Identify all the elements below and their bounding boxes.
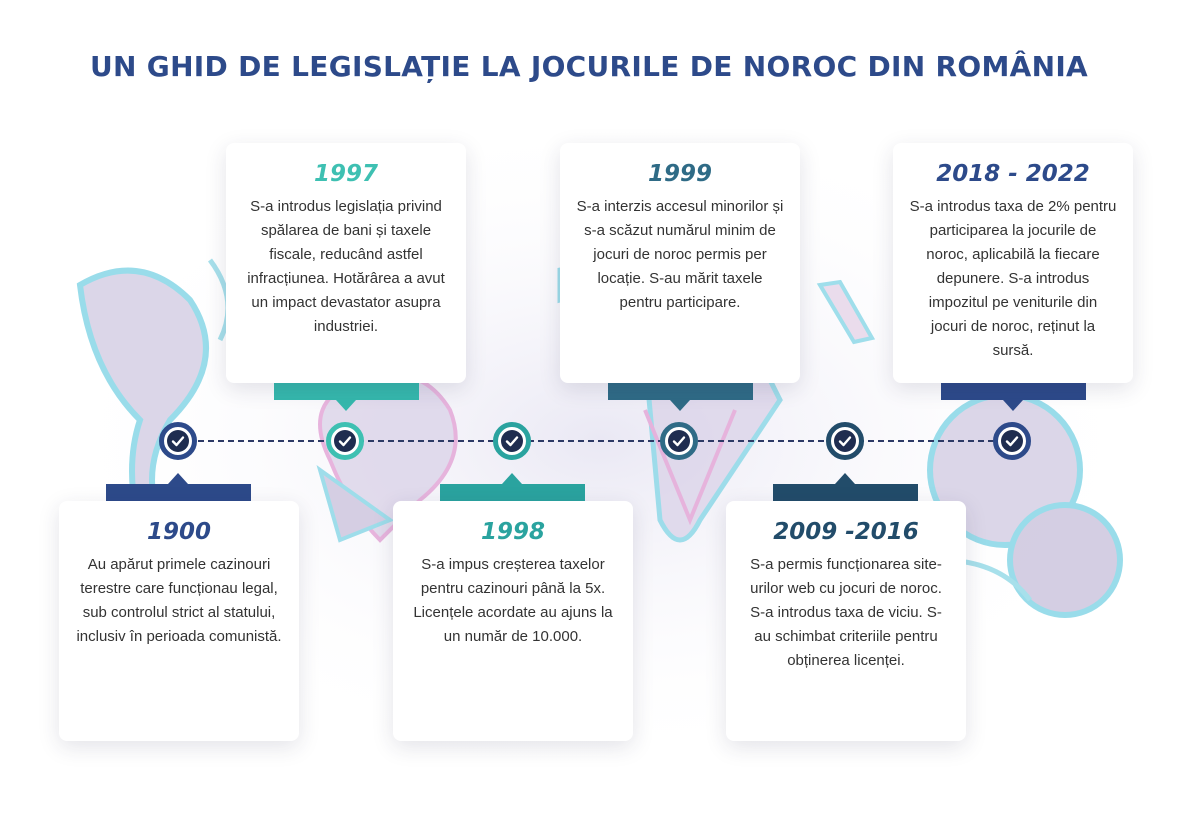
milestone-tab-1900: [106, 484, 251, 501]
milestone-year: 2018 - 2022: [936, 161, 1090, 187]
milestone-pointer-2018-2022: [1003, 400, 1023, 411]
page-title: UN GHID DE LEGISLAȚIE LA JOCURILE DE NOROC DIN ROMÂNIA: [89, 50, 1089, 83]
milestone-tab-1997: [274, 383, 419, 400]
timeline-line: [178, 440, 1014, 442]
milestone-description: S-a introdus taxa de 2% pentru participarea la jocurile de noroc, aplicabilă la fiecare depunere. S-a introdus impozitul pe veniturile din jocuri de noroc, reținut la sursă.: [909, 198, 1117, 359]
check-icon: [338, 434, 352, 448]
timeline-node-1997: [326, 422, 364, 460]
milestone-description: S-a permis funcționarea site-urilor web cu jocuri de noroc. S-a introdus taxa de viciu. S-au schimbat criteriile pentru obținerea licenței.: [750, 556, 942, 669]
milestone-card-1900: [59, 501, 299, 741]
milestone-description: S-a interzis accesul minorilor și s-a scăzut numărul minim de jocuri de noroc permis per locație. S-au mărit taxele pentru participare.: [576, 198, 784, 311]
milestone-tab-1998: [440, 484, 585, 501]
milestone-card-1999: [560, 143, 800, 383]
milestone-year: 1998: [480, 519, 545, 545]
timeline-node-1900: [159, 422, 197, 460]
milestone-pointer-1999: [670, 400, 690, 411]
milestone-description: Au apărut primele cazinouri terestre care funcționau legal, sub controlul strict al statului, inclusiv în perioada comunistă.: [76, 556, 282, 645]
milestone-description: S-a introdus legislația privind spălarea de bani și taxele fiscale, reducând astfel infracțiunea. Hotărârea a avut un impact devastator asupra industriei.: [247, 198, 445, 335]
milestone-pointer-1900: [168, 473, 188, 484]
check-icon: [838, 434, 852, 448]
timeline-node-2009-2016: [826, 422, 864, 460]
check-icon: [505, 434, 519, 448]
check-icon: [171, 434, 185, 448]
milestone-card-2018-2022: [893, 143, 1133, 383]
milestone-card-2009-2016: [726, 501, 966, 741]
milestone-year: 1999: [647, 161, 712, 187]
milestone-description: S-a impus creșterea taxelor pentru cazinouri până la 5x. Licențele acordate au ajuns la un număr de 10.000.: [413, 556, 613, 645]
check-icon: [1005, 434, 1019, 448]
milestone-pointer-2009-2016: [835, 473, 855, 484]
milestone-pointer-1998: [502, 473, 522, 484]
milestone-year: 1900: [146, 519, 211, 545]
milestone-tab-1999: [608, 383, 753, 400]
timeline-node-1998: [493, 422, 531, 460]
milestone-pointer-1997: [336, 400, 356, 411]
milestone-year: 1997: [313, 161, 378, 187]
timeline-node-1999: [660, 422, 698, 460]
milestone-card-1997: [226, 143, 466, 383]
milestone-tab-2018-2022: [941, 383, 1086, 400]
milestone-year: 2009 -2016: [773, 519, 919, 545]
milestone-tab-2009-2016: [773, 484, 918, 501]
check-icon: [672, 434, 686, 448]
timeline-node-2018-2022: [993, 422, 1031, 460]
milestone-card-1998: [393, 501, 633, 741]
